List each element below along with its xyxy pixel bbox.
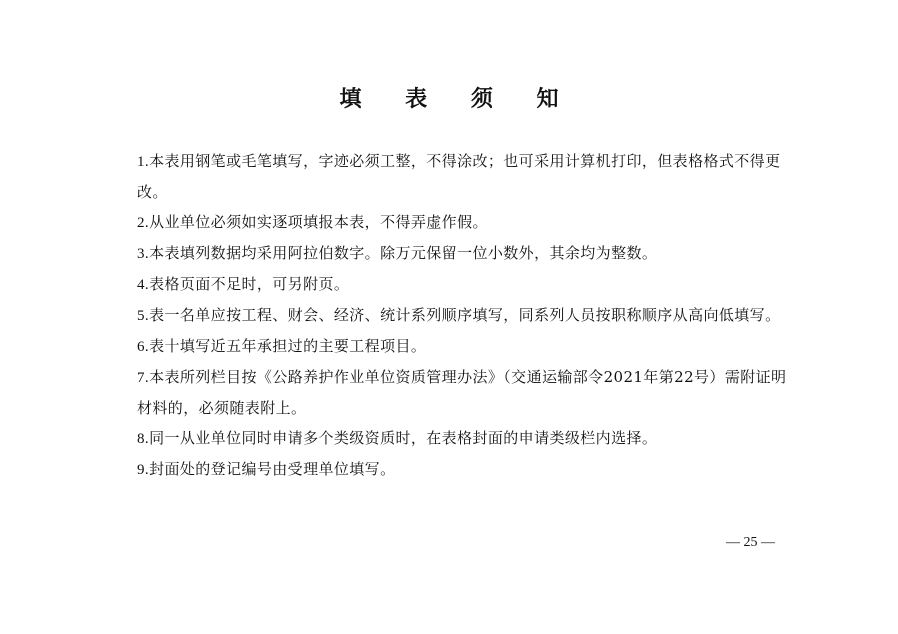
instruction-text: 表格页面不足时，可另附页。 [149,275,350,293]
instruction-number: 6. [137,339,150,355]
instruction-text: 表一名单应按工程、财会、经济、统计系列顺序填写，同系列人员按职称顺序从高向低填写。 [149,306,781,324]
instruction-number: 5. [137,308,150,324]
instruction-text: 表十填写近五年承担过的主要工程项目。 [149,337,427,355]
page-number: — 25 — [726,535,775,550]
instruction-item-4 [137,269,787,300]
instruction-number: 8. [137,431,150,447]
instruction-item-3 [137,238,787,269]
instruction-text: 从业单位必须如实逐项填报本表，不得弄虚作假。 [149,213,488,231]
instruction-item-7 [137,362,787,423]
instruction-number: 1. [137,154,150,170]
instruction-number: 2. [137,215,150,231]
instruction-number: 9. [137,462,150,478]
instruction-item-2 [137,207,787,238]
instruction-text: 本表所列栏目按《公路养护作业单位资质管理办法》（交通运输部令2021年第22号）需附证明材料的，必须随表附上。 [137,368,787,417]
instructions-list [137,146,787,485]
instruction-item-9 [137,454,787,485]
instruction-text: 封面处的登记编号由受理单位填写。 [149,460,396,478]
instruction-item-6 [137,331,787,362]
instruction-number: 3. [137,246,150,262]
instruction-text: 本表用钢笔或毛笔填写，字迹必须工整，不得涂改；也可采用计算机打印，但表格格式不得更改。 [137,152,781,201]
document-title: 填 表 须 知 [339,86,577,112]
instruction-number: 4. [137,277,150,293]
instruction-item-5 [137,300,787,331]
instruction-item-1 [137,146,787,207]
instruction-text: 本表填列数据均采用阿拉伯数字。除万元保留一位小数外，其余均为整数。 [149,244,658,262]
instruction-item-8 [137,423,787,454]
instruction-text: 同一从业单位同时申请多个类级资质时，在表格封面的申请类级栏内选择。 [149,429,658,447]
instruction-number: 7. [137,370,150,386]
